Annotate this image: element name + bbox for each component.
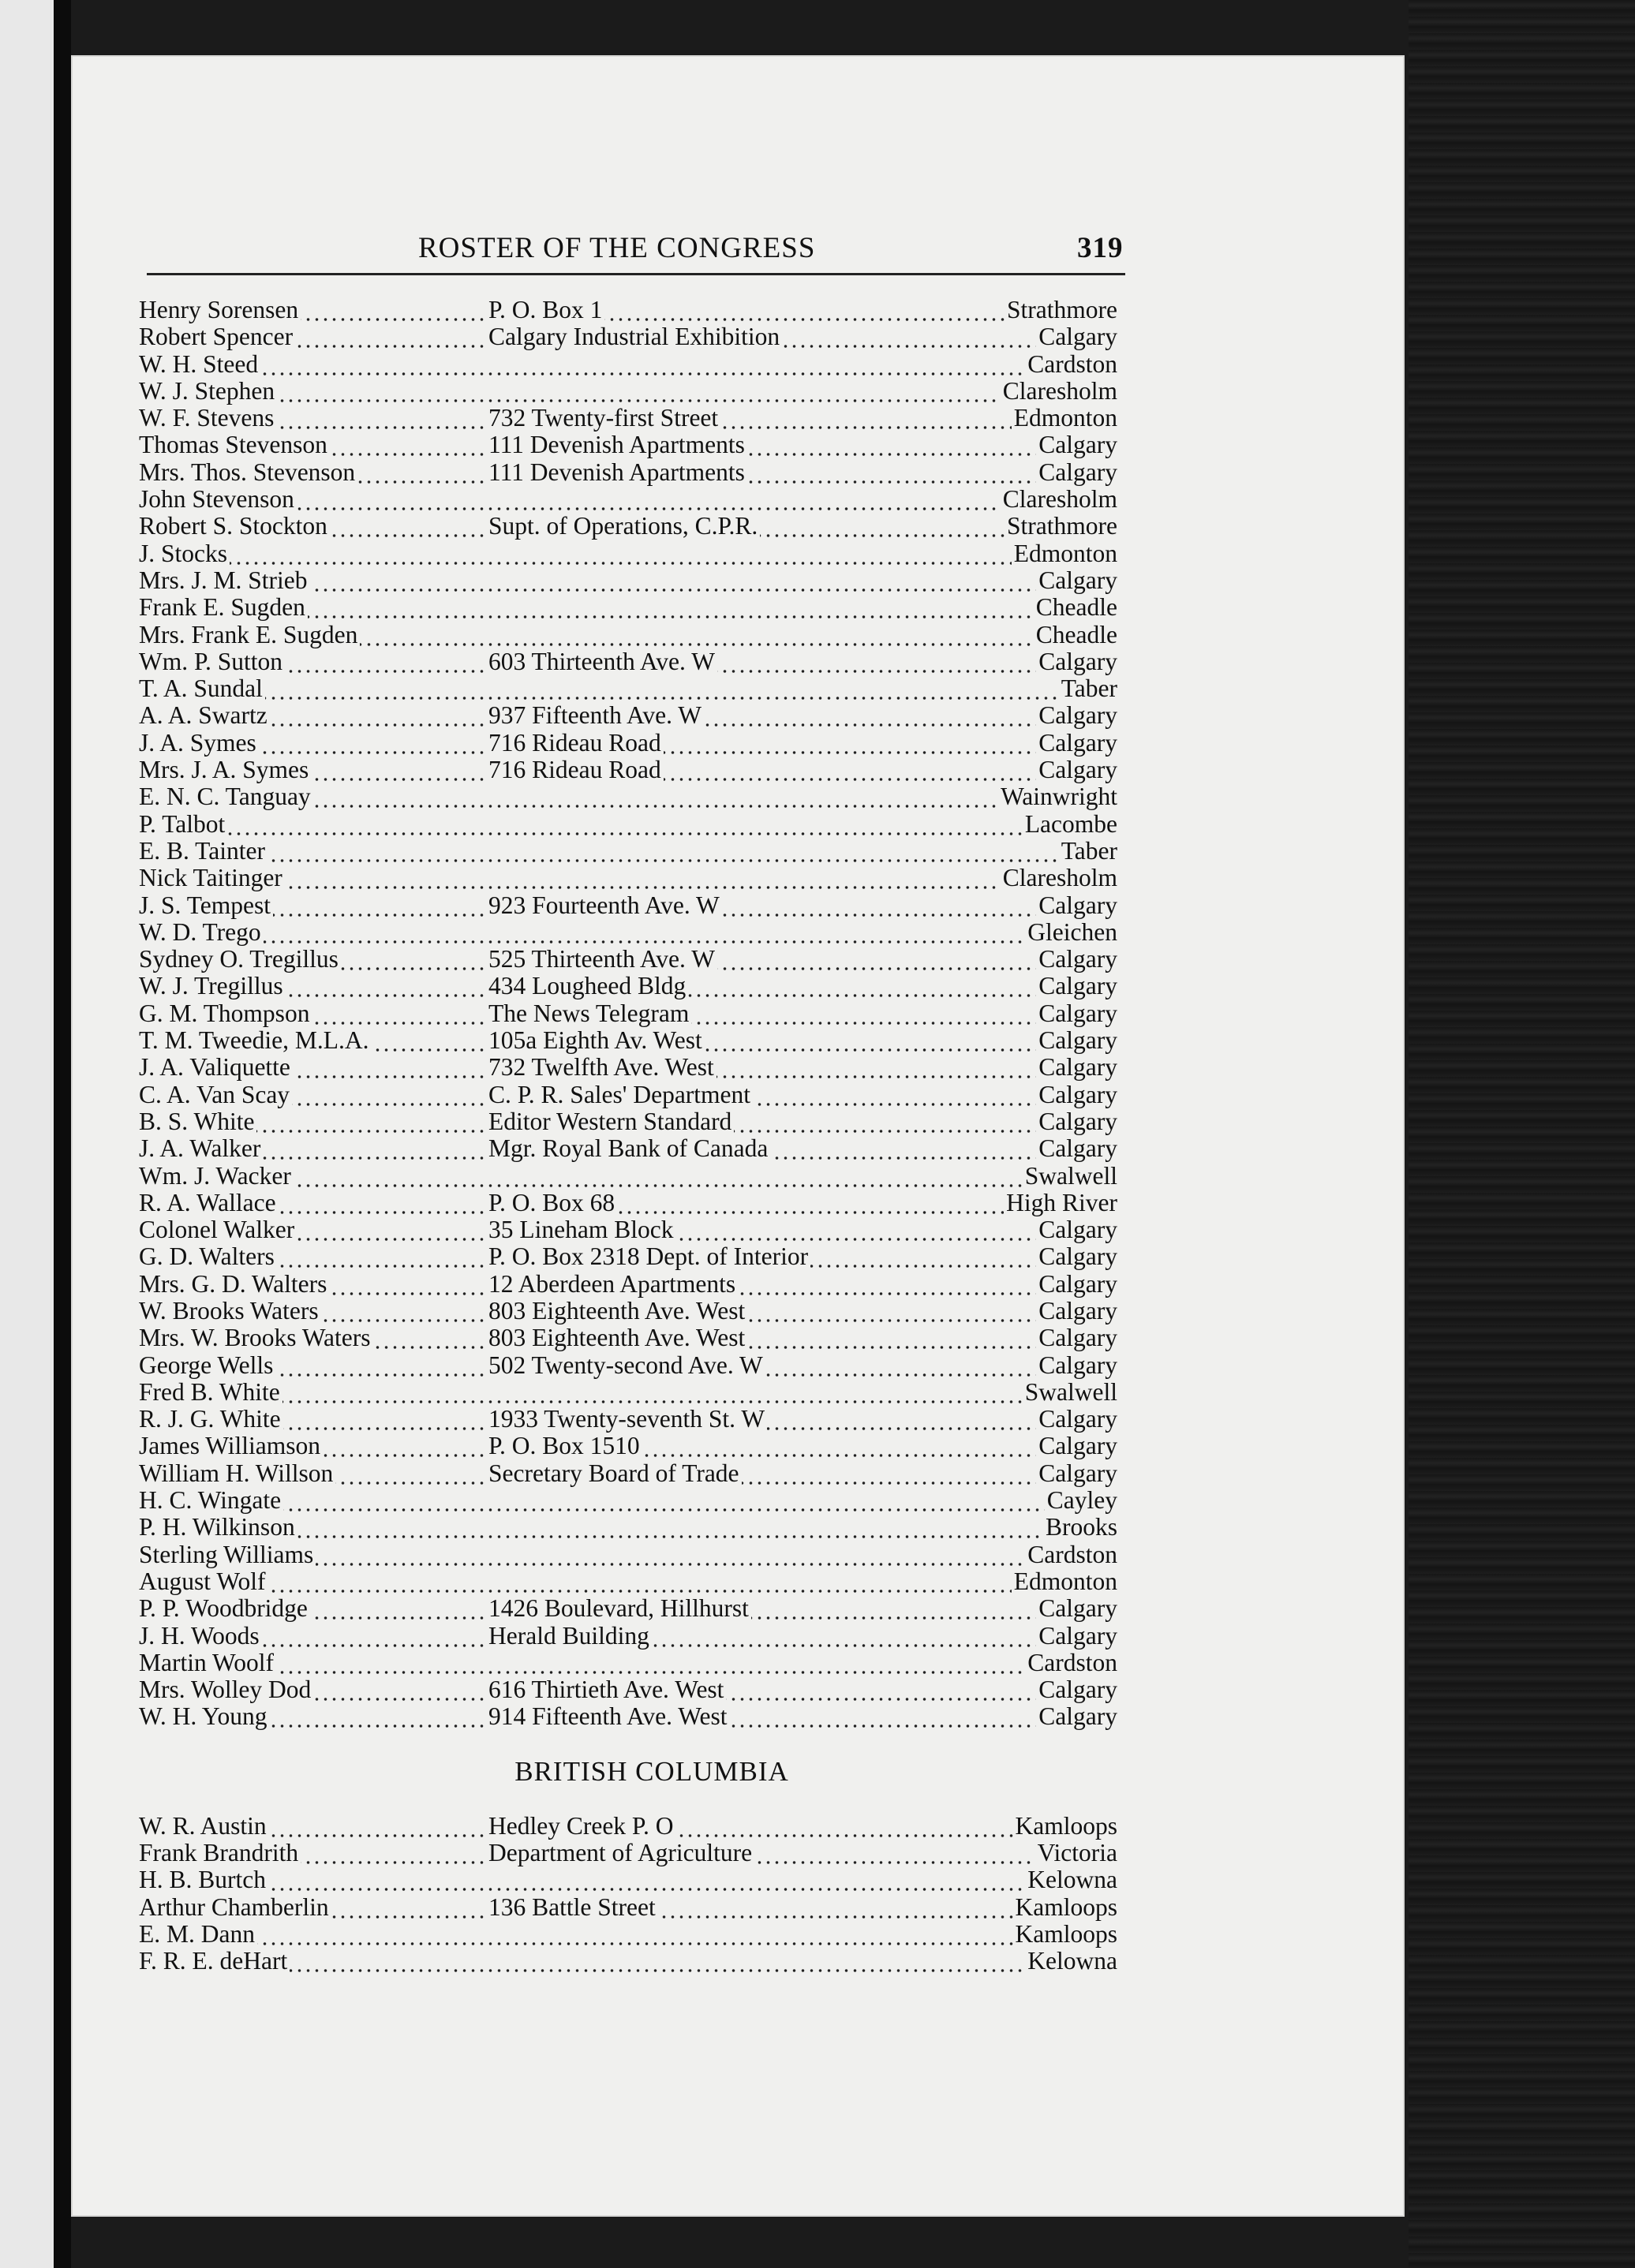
roster-entry bbox=[139, 1027, 1117, 1054]
member-name: F. R. E. deHart bbox=[139, 1948, 290, 1975]
member-address: 603 Thirteenth Ave. W bbox=[486, 648, 717, 675]
member-name: William H. Willson bbox=[139, 1460, 335, 1487]
roster-entry bbox=[139, 675, 1117, 702]
member-place: Calgary bbox=[1036, 757, 1117, 783]
member-address: Editor Western Standard bbox=[486, 1108, 734, 1135]
member-name: Sterling Williams bbox=[139, 1541, 316, 1568]
roster-entry bbox=[139, 946, 1117, 973]
member-place: Swalwell bbox=[1023, 1379, 1117, 1406]
member-place: Kelowna bbox=[1025, 1866, 1117, 1893]
page-number: 319 bbox=[1077, 232, 1124, 264]
roster-entry bbox=[139, 1271, 1117, 1298]
roster-entry bbox=[139, 1298, 1117, 1325]
roster-entry bbox=[139, 351, 1117, 378]
member-name: J. A. Walker bbox=[139, 1135, 263, 1162]
member-place: Kamloops bbox=[1013, 1894, 1118, 1921]
member-address: 525 Thirteenth Ave. W bbox=[486, 946, 717, 973]
member-name: August Wolf bbox=[139, 1568, 268, 1595]
member-place: Strathmore bbox=[1005, 513, 1117, 540]
member-place: Calgary bbox=[1036, 1243, 1117, 1270]
member-place: Calgary bbox=[1036, 1000, 1117, 1027]
roster-entry bbox=[139, 1000, 1117, 1027]
member-place: Calgary bbox=[1036, 946, 1117, 973]
member-place: Cheadle bbox=[1034, 622, 1117, 648]
roster-entry bbox=[139, 513, 1117, 540]
member-name: J. S. Tempest bbox=[139, 892, 273, 919]
member-place: High River bbox=[1004, 1190, 1117, 1216]
roster-entry bbox=[139, 919, 1117, 946]
member-name: Mrs. Frank E. Sugden bbox=[139, 622, 360, 648]
member-name: Frank E. Sugden bbox=[139, 594, 308, 621]
member-name: H. B. Burtch bbox=[139, 1866, 268, 1893]
member-place: Calgary bbox=[1036, 973, 1117, 999]
member-name: Mrs. W. Brooks Waters bbox=[139, 1325, 373, 1351]
member-place: Calgary bbox=[1036, 1676, 1117, 1703]
roster-entry bbox=[139, 1460, 1117, 1487]
member-address: Department of Agriculture bbox=[486, 1840, 754, 1866]
roster-entry bbox=[139, 1163, 1117, 1190]
member-name: R. J. G. White bbox=[139, 1406, 283, 1433]
member-place: Cardston bbox=[1025, 1541, 1117, 1568]
member-place: Cayley bbox=[1045, 1487, 1117, 1514]
previous-page-edge bbox=[0, 0, 62, 2268]
member-name: Martin Woolf bbox=[139, 1650, 276, 1676]
member-address: 732 Twenty-first Street bbox=[486, 405, 720, 432]
roster-entry bbox=[139, 838, 1117, 865]
member-name: T. M. Tweedie, M.L.A. bbox=[139, 1027, 371, 1054]
member-name: Fred B. White bbox=[139, 1379, 282, 1406]
member-name: E. B. Tainter bbox=[139, 838, 268, 865]
roster-entry bbox=[139, 432, 1117, 458]
member-address: 732 Twelfth Ave. West bbox=[486, 1054, 716, 1081]
roster-entry bbox=[139, 1379, 1117, 1406]
roster-entry bbox=[139, 1623, 1117, 1650]
roster-entry bbox=[139, 323, 1117, 350]
member-place: Calgary bbox=[1036, 1325, 1117, 1351]
roster-entry bbox=[139, 1650, 1117, 1676]
member-name: J. Stocks bbox=[139, 540, 230, 567]
member-place: Brooks bbox=[1043, 1514, 1117, 1541]
member-place: Edmonton bbox=[1012, 405, 1117, 432]
member-name: Mrs. G. D. Walters bbox=[139, 1271, 329, 1298]
member-name: G. M. Thompson bbox=[139, 1000, 312, 1027]
member-name: W. J. Stephen bbox=[139, 378, 277, 405]
roster-entry bbox=[139, 594, 1117, 621]
member-address: Herald Building bbox=[486, 1623, 652, 1650]
member-name: Robert Spencer bbox=[139, 323, 295, 350]
roster-entry bbox=[139, 1541, 1117, 1568]
member-address: The News Telegram bbox=[486, 1000, 691, 1027]
member-place: Calgary bbox=[1036, 648, 1117, 675]
member-name: T. A. Sundal bbox=[139, 675, 265, 702]
member-name: P. P. Woodbridge bbox=[139, 1595, 310, 1622]
member-name: W. J. Tregillus bbox=[139, 973, 286, 999]
member-address: Calgary Industrial Exhibition bbox=[486, 323, 782, 350]
roster-entry bbox=[139, 1108, 1117, 1135]
member-address: C. P. R. Sales' Department bbox=[486, 1082, 753, 1108]
member-place: Taber bbox=[1059, 838, 1117, 865]
member-name: J. A. Valiquette bbox=[139, 1054, 293, 1081]
roster-entry bbox=[139, 1894, 1117, 1921]
scan-background bbox=[1409, 0, 1635, 2268]
roster-entry bbox=[139, 567, 1117, 594]
member-name: Colonel Walker bbox=[139, 1216, 297, 1243]
member-name: Frank Brandrith bbox=[139, 1840, 301, 1866]
book-binding-shadow bbox=[54, 0, 71, 2268]
member-address: 434 Lougheed Bldg bbox=[486, 973, 688, 999]
roster-entry bbox=[139, 1595, 1117, 1622]
roster-entry bbox=[139, 1921, 1117, 1948]
member-place: Gleichen bbox=[1025, 919, 1117, 946]
member-address: 914 Fifteenth Ave. West bbox=[486, 1703, 730, 1730]
member-name: Henry Sorensen bbox=[139, 297, 301, 323]
member-name: Robert S. Stockton bbox=[139, 513, 330, 540]
roster-entry bbox=[139, 1568, 1117, 1595]
member-address: 716 Rideau Road bbox=[486, 730, 664, 757]
roster-entry bbox=[139, 1190, 1117, 1216]
member-name: G. D. Walters bbox=[139, 1243, 277, 1270]
roster-entry bbox=[139, 648, 1117, 675]
member-name: R. A. Wallace bbox=[139, 1190, 279, 1216]
member-place: Calgary bbox=[1036, 1460, 1117, 1487]
member-place: Calgary bbox=[1036, 702, 1117, 729]
member-name: E. N. C. Tanguay bbox=[139, 783, 313, 810]
member-name: Mrs. J. A. Symes bbox=[139, 757, 311, 783]
member-place: Cardston bbox=[1025, 351, 1117, 378]
member-place: Kamloops bbox=[1013, 1813, 1118, 1840]
roster-entry bbox=[139, 1082, 1117, 1108]
roster-entry bbox=[139, 1703, 1117, 1730]
member-place: Calgary bbox=[1036, 432, 1117, 458]
page-title: ROSTER OF THE CONGRESS bbox=[418, 232, 816, 264]
member-name: Wm. P. Sutton bbox=[139, 648, 285, 675]
roster-entry bbox=[139, 297, 1117, 323]
roster-entry bbox=[139, 378, 1117, 405]
member-address: Supt. of Operations, C.P.R. bbox=[486, 513, 760, 540]
member-address: P. O. Box 1510 bbox=[486, 1433, 642, 1459]
member-address: 35 Lineham Block bbox=[486, 1216, 675, 1243]
member-place: Cardston bbox=[1025, 1650, 1117, 1676]
member-address: 111 Devenish Apartments bbox=[486, 459, 747, 486]
member-name: W. R. Austin bbox=[139, 1813, 269, 1840]
roster-entry bbox=[139, 757, 1117, 783]
roster-entry bbox=[139, 459, 1117, 486]
member-name: George Wells bbox=[139, 1352, 275, 1379]
member-place: Calgary bbox=[1036, 1054, 1117, 1081]
member-place: Strathmore bbox=[1005, 297, 1117, 323]
roster-entry bbox=[139, 702, 1117, 729]
member-place: Edmonton bbox=[1012, 540, 1117, 567]
member-name: John Stevenson bbox=[139, 486, 297, 513]
member-name: J. A. Symes bbox=[139, 730, 259, 757]
member-place: Calgary bbox=[1036, 1433, 1117, 1459]
member-name: W. D. Trego bbox=[139, 919, 264, 946]
member-name: Thomas Stevenson bbox=[139, 432, 330, 458]
member-place: Calgary bbox=[1036, 1216, 1117, 1243]
member-place: Calgary bbox=[1036, 1271, 1117, 1298]
member-place: Calgary bbox=[1036, 1352, 1117, 1379]
roster-entry bbox=[139, 622, 1117, 648]
member-address: 12 Aberdeen Apartments bbox=[486, 1271, 738, 1298]
member-place: Calgary bbox=[1036, 323, 1117, 350]
member-address: P. O. Box 1 bbox=[486, 297, 604, 323]
roster-entry bbox=[139, 1840, 1117, 1866]
member-name: C. A. Van Scay bbox=[139, 1082, 292, 1108]
member-address: 803 Eighteenth Ave. West bbox=[486, 1298, 747, 1325]
roster-entry bbox=[139, 811, 1117, 838]
member-name: Sydney O. Tregillus bbox=[139, 946, 341, 973]
member-name: Arthur Chamberlin bbox=[139, 1894, 331, 1921]
roster-entry bbox=[139, 1948, 1117, 1975]
member-place: Calgary bbox=[1036, 1298, 1117, 1325]
roster-entry bbox=[139, 1216, 1117, 1243]
member-address: 105a Eighth Av. West bbox=[486, 1027, 705, 1054]
member-address: P. O. Box 2318 Dept. of Interior bbox=[486, 1243, 810, 1270]
member-address: P. O. Box 68 bbox=[486, 1190, 617, 1216]
member-name: Wm. J. Wacker bbox=[139, 1163, 294, 1190]
roster-entry bbox=[139, 730, 1117, 757]
member-name: J. H. Woods bbox=[139, 1623, 262, 1650]
member-place: Cheadle bbox=[1034, 594, 1117, 621]
roster-entry bbox=[139, 540, 1117, 567]
member-place: Calgary bbox=[1036, 1595, 1117, 1622]
member-name: Mrs. Thos. Stevenson bbox=[139, 459, 357, 486]
member-place: Calgary bbox=[1036, 1135, 1117, 1162]
member-place: Calgary bbox=[1036, 567, 1117, 594]
member-place: Calgary bbox=[1036, 459, 1117, 486]
roster-entry bbox=[139, 1135, 1117, 1162]
member-place: Claresholm bbox=[1001, 378, 1117, 405]
member-address: Hedley Creek P. O bbox=[486, 1813, 675, 1840]
member-name: B. S. White bbox=[139, 1108, 256, 1135]
member-name: H. C. Wingate bbox=[139, 1487, 283, 1514]
member-address: 502 Twenty-second Ave. W bbox=[486, 1352, 765, 1379]
member-name: W. F. Stevens bbox=[139, 405, 276, 432]
roster-entry bbox=[139, 1406, 1117, 1433]
member-address: 716 Rideau Road bbox=[486, 757, 664, 783]
roster-entry bbox=[139, 486, 1117, 513]
member-place: Kelowna bbox=[1025, 1948, 1117, 1975]
member-place: Calgary bbox=[1036, 1027, 1117, 1054]
member-address: 937 Fifteenth Ave. W bbox=[486, 702, 704, 729]
member-address: 1426 Boulevard, Hillhurst bbox=[486, 1595, 751, 1622]
member-place: Calgary bbox=[1036, 1108, 1117, 1135]
roster-entry bbox=[139, 1054, 1117, 1081]
member-place: Edmonton bbox=[1012, 1568, 1117, 1595]
member-place: Calgary bbox=[1036, 1623, 1117, 1650]
section-heading: BRITISH COLUMBIA bbox=[514, 1755, 789, 1787]
roster-entry bbox=[139, 1487, 1117, 1514]
member-address: 803 Eighteenth Ave. West bbox=[486, 1325, 747, 1351]
member-address: Mgr. Royal Bank of Canada bbox=[486, 1135, 770, 1162]
roster-entry bbox=[139, 973, 1117, 999]
member-place: Calgary bbox=[1036, 1703, 1117, 1730]
member-name: W. Brooks Waters bbox=[139, 1298, 321, 1325]
member-address: Secretary Board of Trade bbox=[486, 1460, 742, 1487]
member-place: Kamloops bbox=[1013, 1921, 1118, 1948]
member-place: Wainwright bbox=[998, 783, 1117, 810]
member-address: 1933 Twenty-seventh St. W bbox=[486, 1406, 767, 1433]
member-name: E. M. Dann bbox=[139, 1921, 257, 1948]
member-name: Nick Taitinger bbox=[139, 865, 285, 891]
member-address: 923 Fourteenth Ave. W bbox=[486, 892, 722, 919]
member-name: James Williamson bbox=[139, 1433, 323, 1459]
roster-entry bbox=[139, 1325, 1117, 1351]
member-place: Victoria bbox=[1035, 1840, 1117, 1866]
roster-entry bbox=[139, 1514, 1117, 1541]
roster-entry bbox=[139, 1352, 1117, 1379]
member-address: 111 Devenish Apartments bbox=[486, 432, 747, 458]
member-place: Claresholm bbox=[1001, 486, 1117, 513]
member-place: Taber bbox=[1059, 675, 1117, 702]
member-address: 136 Battle Street bbox=[486, 1894, 658, 1921]
member-name: P. Talbot bbox=[139, 811, 227, 838]
member-name: Mrs. J. M. Strieb bbox=[139, 567, 310, 594]
member-place: Calgary bbox=[1036, 1082, 1117, 1108]
roster-entry bbox=[139, 1866, 1117, 1893]
member-place: Swalwell bbox=[1023, 1163, 1117, 1190]
roster-list bbox=[139, 297, 1117, 1975]
roster-entry bbox=[139, 1813, 1117, 1840]
roster-entry bbox=[139, 1676, 1117, 1703]
roster-entry bbox=[139, 892, 1117, 919]
member-place: Calgary bbox=[1036, 1406, 1117, 1433]
member-place: Calgary bbox=[1036, 892, 1117, 919]
roster-entry bbox=[139, 865, 1117, 891]
member-name: Mrs. Wolley Dod bbox=[139, 1676, 313, 1703]
header-rule bbox=[147, 273, 1125, 275]
member-name: W. H. Young bbox=[139, 1703, 270, 1730]
member-name: A. A. Swartz bbox=[139, 702, 270, 729]
member-place: Claresholm bbox=[1001, 865, 1117, 891]
member-name: P. H. Wilkinson bbox=[139, 1514, 297, 1541]
running-header bbox=[347, 223, 1136, 271]
roster-entry bbox=[139, 405, 1117, 432]
roster-entry bbox=[139, 1243, 1117, 1270]
roster-entry bbox=[139, 783, 1117, 810]
member-address: 616 Thirtieth Ave. West bbox=[486, 1676, 726, 1703]
member-name: W. H. Steed bbox=[139, 351, 260, 378]
member-place: Calgary bbox=[1036, 730, 1117, 757]
member-place: Lacombe bbox=[1023, 811, 1117, 838]
roster-entry bbox=[139, 1433, 1117, 1459]
